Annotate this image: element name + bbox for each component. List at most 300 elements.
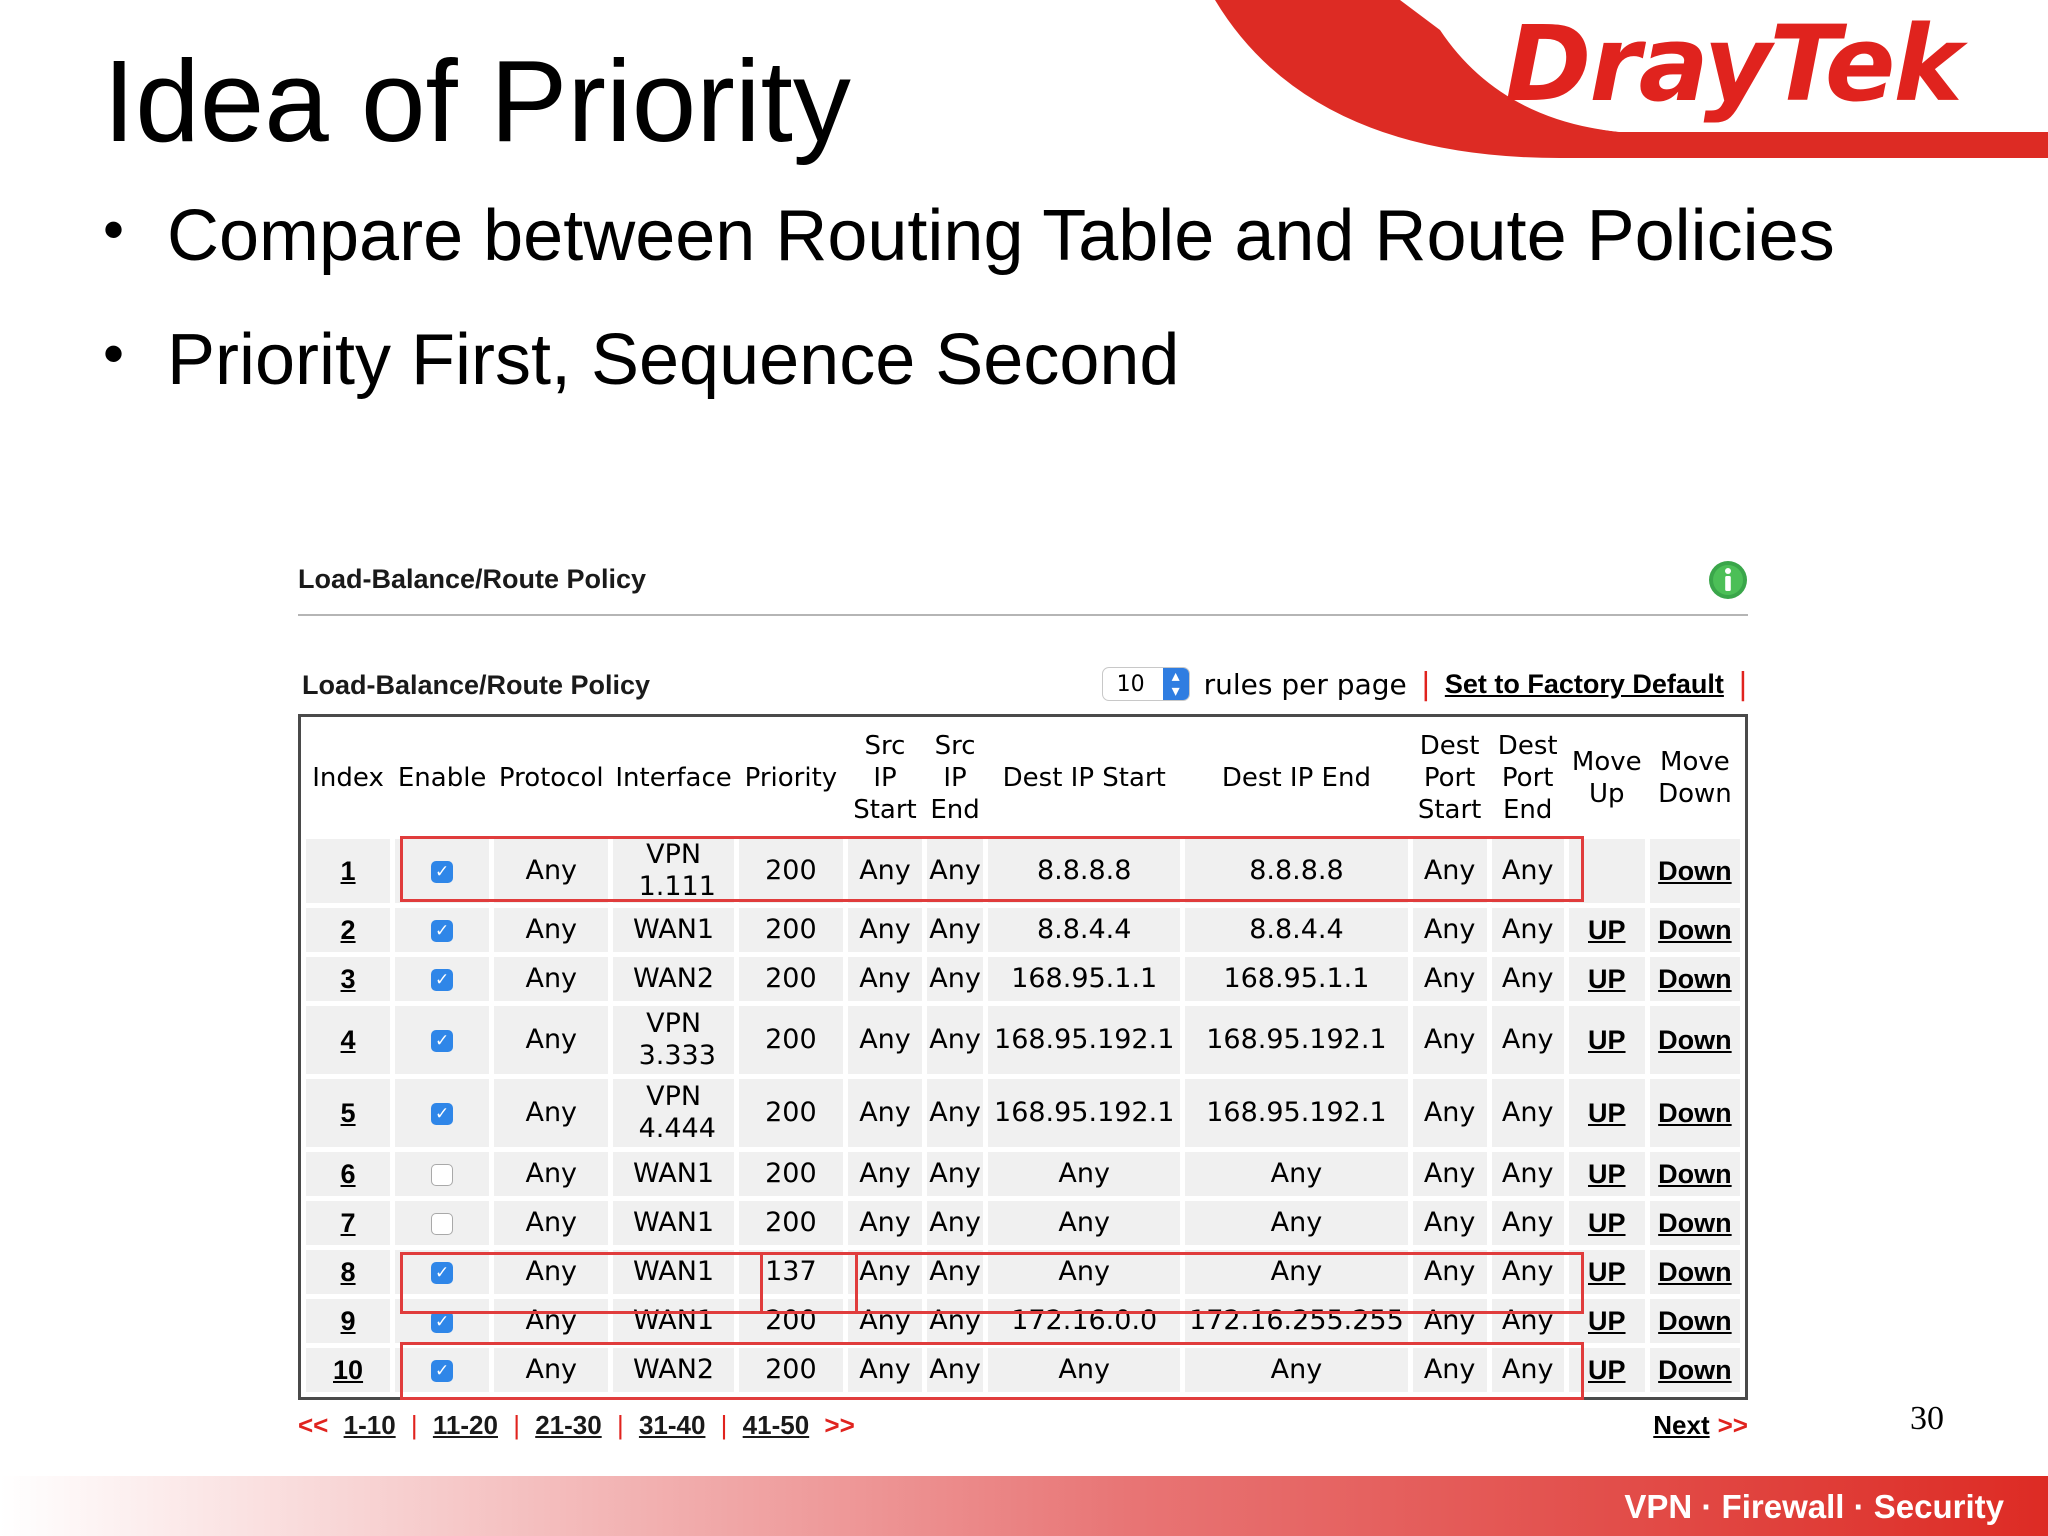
cell-dest-ip-start [988,1079,1180,1147]
page-separator: | [720,1410,728,1440]
page-link[interactable]: 1-10 [343,1410,396,1440]
page-link[interactable]: 21-30 [535,1410,602,1440]
cell-move-down-text[interactable]: Down [1658,1354,1732,1385]
footer-bar [0,1476,2048,1536]
cell-move-up-text[interactable]: UP [1588,1158,1626,1189]
col-enable: Enable [395,722,489,834]
cell-priority [739,1348,843,1392]
col-dest-port-end: Dest Port End [1492,722,1564,834]
cell-dest-ip-start [988,1006,1180,1074]
cell-move-up [1569,908,1645,952]
cell-dest-ip-end-text: 168.95.1.1 [1223,963,1370,994]
col-interface: Interface [613,722,734,834]
cell-protocol [494,1299,608,1343]
more-pages-link[interactable]: >> [824,1410,855,1440]
cell-src-ip-end-text: Any [929,914,981,945]
cell-protocol [494,908,608,952]
cell-enable [395,1348,489,1392]
divider [298,614,1748,616]
cell-src-ip-start [848,1201,922,1245]
cell-move-up [1569,1152,1645,1196]
cell-src-ip-end-text: Any [929,1158,981,1189]
cell-dest-port-end-text: Any [1501,1305,1554,1336]
table-row [306,908,1740,952]
cell-src-ip-end [927,839,983,903]
cell-src-ip-start-text: Any [859,1024,911,1055]
col-move-down: Move Down [1650,722,1740,834]
cell-src-ip-start [848,1006,922,1074]
cell-dest-ip-end [1185,1152,1407,1196]
cell-move-down-text[interactable]: Down [1658,855,1732,886]
cell-index [306,1348,390,1392]
cell-interface [613,1250,734,1294]
cell-enable [395,1152,489,1196]
cell-dest-ip-start-text: 168.95.192.1 [994,1097,1175,1128]
cell-interface [613,1348,734,1392]
cell-src-ip-end [927,1079,983,1147]
table-row [306,1250,1740,1294]
footer-tagline: VPN · Firewall · Security [1624,1488,2004,1525]
cell-index-text[interactable]: 4 [340,1024,356,1055]
cell-move-up [1569,1250,1645,1294]
cell-move-down [1650,1250,1740,1294]
cell-priority [739,1299,843,1343]
cell-interface-text: WAN1 [633,1256,715,1287]
cell-index [306,1079,390,1147]
cell-protocol [494,1250,608,1294]
cell-interface [613,1152,734,1196]
col-src-ip-start: Src IP Start [848,722,922,834]
cell-protocol-text: Any [525,1354,578,1385]
cell-src-ip-start [848,839,922,903]
cell-dest-port-start [1413,957,1487,1001]
cell-dest-port-start-text: Any [1423,914,1476,945]
checkbox-checked[interactable]: ✓ [431,920,453,942]
cell-interface [613,839,734,903]
cell-priority [739,957,843,1001]
cell-move-down [1650,1201,1740,1245]
cell-dest-ip-start-text: 8.8.4.4 [1036,914,1132,945]
table-row [306,957,1740,1001]
cell-src-ip-start-text: Any [859,963,911,994]
cell-interface [613,1079,734,1147]
next-link[interactable]: Next [1653,1410,1710,1440]
cell-src-ip-end-text: Any [929,963,981,994]
bullet-text: Compare between Routing Table and Route Policies [167,196,1835,276]
cell-index-text[interactable]: 6 [340,1158,356,1189]
col-dest-ip-end: Dest IP End [1185,722,1407,834]
cell-dest-port-end-text: Any [1501,1158,1554,1189]
cell-dest-ip-start-text: Any [1058,1207,1110,1238]
draytek-logo: DrayTek [1505,3,1961,125]
cell-move-down-text[interactable]: Down [1658,963,1732,994]
bullet-item [103,196,1835,324]
cell-enable [395,1201,489,1245]
table-row [306,1006,1740,1074]
col-dest-port-start: Dest Port Start [1413,722,1487,834]
cell-dest-ip-end-text: Any [1270,1158,1323,1189]
page-link[interactable]: 31-40 [638,1410,706,1440]
cell-protocol-text: Any [525,855,578,886]
separator: | [1737,666,1748,702]
cell-priority-text: 200 [765,914,817,945]
cell-move-up [1569,1201,1645,1245]
panel-title: Load-Balance/Route Policy [298,564,647,594]
next-arrow[interactable]: >> [1717,1410,1748,1440]
cell-move-down [1650,1152,1740,1196]
table-row [306,1079,1740,1147]
cell-enable [395,957,489,1001]
cell-enable [395,1079,489,1147]
cell-interface-text: WAN2 [633,1354,715,1385]
cell-interface-text: WAN1 [633,914,715,945]
cell-src-ip-end [927,1299,983,1343]
cell-priority [739,1201,843,1245]
cell-dest-ip-start-text: Any [1058,1354,1110,1385]
table-row [306,1201,1740,1245]
checkbox-checked[interactable]: ✓ [431,1103,453,1125]
info-icon[interactable] [1708,560,1748,600]
cell-interface-text: WAN1 [633,1305,715,1336]
cell-move-down-text[interactable]: Down [1658,914,1732,945]
cell-priority [739,839,843,903]
checkbox-checked[interactable]: ✓ [431,861,453,883]
cell-dest-ip-start [988,839,1180,903]
cell-protocol [494,1079,608,1147]
cell-index-text[interactable]: 8 [340,1256,356,1287]
cell-dest-ip-end-text: 8.8.8.8 [1249,855,1344,886]
cell-src-ip-end-text: Any [929,1256,981,1287]
cell-dest-port-start-text: Any [1423,1256,1476,1287]
cell-move-down-text[interactable]: Down [1658,1305,1732,1336]
cell-dest-port-start [1413,839,1487,903]
col-index: Index [306,722,390,834]
cell-dest-port-end-text: Any [1501,914,1554,945]
cell-dest-port-end-text: Any [1501,855,1554,886]
cell-index [306,1299,390,1343]
cell-dest-port-start [1413,1250,1487,1294]
header-row [306,722,1740,834]
rules-per-page-select[interactable] [1102,667,1190,701]
cell-priority-text: 200 [765,1024,817,1055]
rules-per-page-label: rules per page [1203,667,1407,701]
checkbox-checked[interactable]: ✓ [431,1030,453,1052]
cell-protocol-text: Any [525,1305,578,1336]
bullet-dot: • [103,320,125,387]
cell-interface [613,957,734,1001]
cell-src-ip-start-text: Any [859,1354,911,1385]
cell-index [306,1250,390,1294]
cell-interface-text: VPN 3.333 [638,1008,716,1071]
table-row [306,1299,1740,1343]
col-protocol: Protocol [494,722,608,834]
cell-dest-ip-end-text: 172.16.255.255 [1189,1305,1404,1336]
cell-priority-text: 200 [765,1158,817,1189]
checkbox-unchecked[interactable] [431,1213,453,1235]
cell-dest-port-end [1492,1079,1564,1147]
cell-dest-port-start [1413,908,1487,952]
cell-move-up [1569,1348,1645,1392]
cell-move-down-text[interactable]: Down [1658,1024,1732,1055]
cell-move-down [1650,1299,1740,1343]
select-value: 10 [1116,671,1145,697]
cell-interface [613,1006,734,1074]
cell-dest-port-start-text: Any [1423,1158,1476,1189]
cell-interface-text: VPN 1.111 [638,839,716,902]
cell-dest-ip-start-text: 168.95.1.1 [1011,963,1158,994]
cell-index [306,1152,390,1196]
cell-src-ip-end [927,908,983,952]
cell-dest-ip-end [1185,957,1407,1001]
cell-enable [395,908,489,952]
cell-index-text[interactable]: 10 [333,1354,364,1385]
cell-dest-port-start [1413,1201,1487,1245]
cell-dest-ip-end-text: 168.95.192.1 [1206,1097,1387,1128]
cell-protocol-text: Any [525,914,578,945]
cell-move-up [1569,839,1645,903]
cell-index-text[interactable]: 3 [340,963,356,994]
cell-priority-text: 200 [765,855,817,886]
table-row [306,1152,1740,1196]
cell-dest-port-start-text: Any [1423,1305,1476,1336]
cell-move-up-text[interactable]: UP [1588,1305,1626,1336]
bullet-dot: • [103,196,125,263]
cell-dest-ip-end [1185,1006,1407,1074]
cell-priority-text: 200 [765,1097,817,1128]
cell-src-ip-end-text: Any [929,1354,981,1385]
cell-priority-text: 200 [765,1354,817,1385]
cell-dest-port-start [1413,1079,1487,1147]
cell-index-text[interactable]: 2 [340,914,356,945]
cell-priority [739,1250,843,1294]
cell-src-ip-end [927,957,983,1001]
checkbox-checked[interactable]: ✓ [431,1311,453,1333]
cell-priority-text: 200 [765,1207,817,1238]
cell-move-up [1569,957,1645,1001]
cell-src-ip-start-text: Any [859,855,911,886]
cell-priority-text: 137 [765,1256,817,1287]
cell-dest-ip-end-text: 8.8.4.4 [1249,914,1344,945]
cell-dest-port-start [1413,1006,1487,1074]
cell-dest-ip-start [988,1348,1180,1392]
cell-priority-text: 200 [765,963,817,994]
cell-protocol [494,839,608,903]
page-link[interactable]: 11-20 [432,1410,498,1440]
pagination [298,1410,855,1441]
cell-src-ip-end-text: Any [929,855,981,886]
cell-move-up-text[interactable]: UP [1588,1256,1626,1287]
cell-dest-ip-start [988,1152,1180,1196]
table-toolbar [1102,664,1748,704]
cell-dest-ip-start [988,908,1180,952]
cell-interface-text: VPN 4.444 [638,1081,716,1144]
cell-move-up [1569,1079,1645,1147]
cell-src-ip-end [927,1348,983,1392]
cell-src-ip-start-text: Any [859,1256,911,1287]
cell-dest-port-end-text: Any [1501,1354,1554,1385]
cell-src-ip-start [848,908,922,952]
cell-dest-ip-start-text: 8.8.8.8 [1036,855,1132,886]
cell-src-ip-start [848,1348,922,1392]
cell-dest-port-start-text: Any [1423,855,1476,886]
table-title: Load-Balance/Route Policy [302,670,651,700]
cell-protocol-text: Any [525,1207,578,1238]
cell-move-up-text[interactable]: UP [1588,1354,1626,1385]
cell-move-down-text[interactable]: Down [1658,1097,1732,1128]
cell-dest-ip-end-text: Any [1270,1207,1323,1238]
checkbox-checked[interactable]: ✓ [431,1360,453,1382]
cell-dest-port-start [1413,1299,1487,1343]
cell-priority [739,1152,843,1196]
cell-move-down [1650,1348,1740,1392]
prev-pages-link[interactable]: << [298,1410,329,1440]
cell-priority [739,1006,843,1074]
cell-dest-port-end [1492,1299,1564,1343]
cell-interface-text: WAN1 [633,1207,715,1238]
cell-interface [613,1299,734,1343]
cell-dest-ip-start-text: 168.95.192.1 [994,1024,1175,1055]
cell-dest-ip-start [988,1201,1180,1245]
cell-src-ip-end [927,1006,983,1074]
cell-move-up-text[interactable]: UP [1588,914,1626,945]
cell-dest-ip-end [1185,908,1407,952]
cell-dest-ip-start [988,1250,1180,1294]
cell-dest-ip-end [1185,1201,1407,1245]
cell-index [306,957,390,1001]
next-page [1653,1410,1748,1441]
cell-dest-port-end [1492,1152,1564,1196]
checkbox-unchecked[interactable] [431,1164,453,1186]
page-separator: | [410,1410,418,1440]
cell-dest-ip-start-text: 172.16.0.0 [1011,1305,1158,1336]
cell-dest-port-start [1413,1152,1487,1196]
cell-index [306,1201,390,1245]
cell-index [306,1006,390,1074]
cell-src-ip-start-text: Any [859,914,911,945]
cell-dest-ip-end [1185,1348,1407,1392]
cell-dest-port-end-text: Any [1501,1097,1554,1128]
col-src-ip-end: Src IP End [927,722,983,834]
cell-index [306,908,390,952]
col-dest-ip-start: Dest IP Start [988,722,1180,834]
cell-src-ip-start-text: Any [859,1207,911,1238]
cell-dest-ip-end [1185,1250,1407,1294]
cell-interface-text: WAN2 [633,963,715,994]
cell-dest-ip-end [1185,1079,1407,1147]
cell-move-down [1650,839,1740,903]
page-separator: | [513,1410,520,1440]
cell-dest-port-start [1413,1348,1487,1392]
cell-src-ip-end [927,1201,983,1245]
cell-dest-ip-start-text: Any [1058,1158,1110,1189]
page-link[interactable]: 41-50 [742,1410,810,1440]
cell-priority [739,1079,843,1147]
checkbox-checked[interactable]: ✓ [431,969,453,991]
factory-default-link[interactable]: Set to Factory Default [1444,668,1724,699]
cell-move-down [1650,1006,1740,1074]
route-policy-table [298,714,1748,1400]
cell-move-up [1569,1006,1645,1074]
cell-priority [739,908,843,952]
cell-dest-port-end [1492,1201,1564,1245]
cell-index-text[interactable]: 7 [340,1207,356,1238]
cell-src-ip-start [848,1152,922,1196]
cell-src-ip-end [927,1152,983,1196]
cell-protocol [494,957,608,1001]
cell-dest-port-start-text: Any [1423,963,1476,994]
table-row [306,1348,1740,1392]
cell-index-text[interactable]: 1 [340,855,356,886]
cell-move-up [1569,1299,1645,1343]
cell-src-ip-start [848,1079,922,1147]
cell-dest-port-end [1492,839,1564,903]
cell-src-ip-end-text: Any [929,1207,981,1238]
cell-index [306,839,390,903]
cell-src-ip-start [848,1250,922,1294]
cell-move-up-text[interactable]: UP [1588,963,1626,994]
cell-protocol-text: Any [525,1158,578,1189]
cell-priority-text: 200 [765,1305,817,1336]
cell-dest-ip-end-text: 168.95.192.1 [1206,1024,1387,1055]
bullet-text: Priority First, Sequence Second [167,320,1180,400]
cell-protocol-text: Any [525,1256,578,1287]
cell-interface [613,908,734,952]
cell-dest-ip-start [988,1299,1180,1343]
cell-protocol-text: Any [525,1024,578,1055]
cell-enable [395,839,489,903]
cell-dest-port-end [1492,1348,1564,1392]
cell-move-up-text[interactable]: UP [1588,1097,1626,1128]
cell-dest-port-start-text: Any [1423,1024,1476,1055]
cell-move-down [1650,1079,1740,1147]
cell-protocol [494,1348,608,1392]
page-separator: | [616,1410,624,1440]
page-number: 30 [1910,1400,1944,1437]
bullet-list [103,196,1835,448]
cell-src-ip-start [848,957,922,1001]
cell-index-text[interactable]: 5 [340,1097,356,1128]
cell-src-ip-start [848,1299,922,1343]
cell-dest-ip-end [1185,839,1407,903]
cell-dest-port-end-text: Any [1501,963,1554,994]
cell-protocol-text: Any [525,963,578,994]
cell-dest-port-end [1492,957,1564,1001]
cell-src-ip-start-text: Any [859,1305,911,1336]
cell-move-up-text[interactable]: UP [1588,1024,1626,1055]
cell-index-text[interactable]: 9 [340,1305,356,1336]
cell-move-down-text[interactable]: Down [1658,1256,1732,1287]
checkbox-checked[interactable]: ✓ [431,1262,453,1284]
cell-dest-port-end [1492,1250,1564,1294]
cell-enable [395,1250,489,1294]
cell-dest-ip-end-text: Any [1270,1354,1323,1385]
cell-dest-port-end-text: Any [1501,1024,1554,1055]
bullet-item [103,320,1835,448]
cell-interface [613,1201,734,1245]
cell-move-down [1650,908,1740,952]
cell-src-ip-end-text: Any [929,1097,981,1128]
cell-protocol [494,1006,608,1074]
cell-src-ip-end [927,1250,983,1294]
cell-dest-port-start-text: Any [1423,1097,1476,1128]
cell-src-ip-end-text: Any [929,1305,981,1336]
cell-dest-ip-end-text: Any [1270,1256,1323,1287]
chevron-updown-icon: ▴ ▾ [1163,668,1189,700]
cell-move-down-text[interactable]: Down [1658,1207,1732,1238]
cell-move-down-text[interactable]: Down [1658,1158,1732,1189]
cell-dest-port-start-text: Any [1423,1354,1476,1385]
cell-move-up-text[interactable]: UP [1588,1207,1626,1238]
